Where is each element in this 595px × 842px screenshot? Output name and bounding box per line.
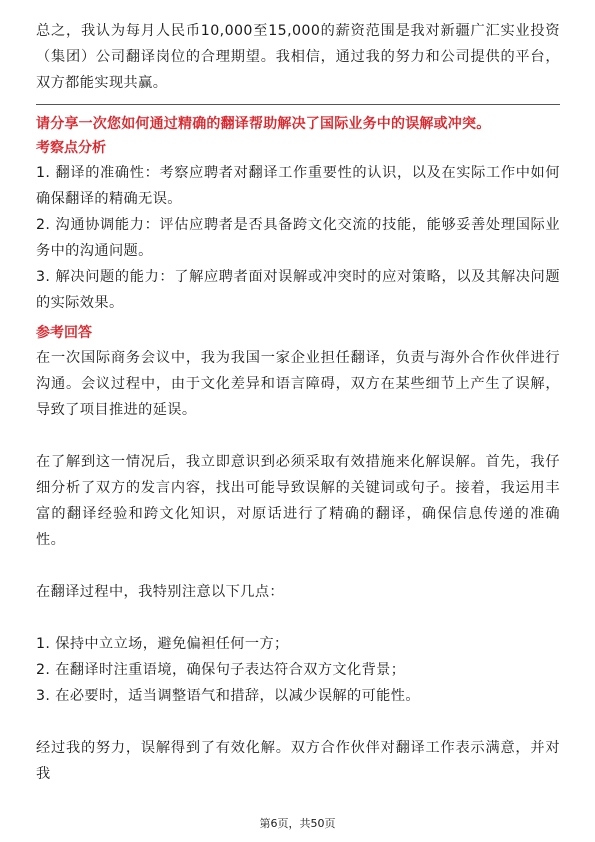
answer-paragraph: 在一次国际商务会议中，我为我国一家企业担任翻译，负责与海外合作伙伴进行沟通。会议过程中，由于文化差异和语言障碍，双方在某些细节上产生了误解，导致了项目推进的延误。 (36, 350, 560, 418)
answer-paragraph: 在了解到这一情况后，我立即意识到必须采取有效措施来化解误解。首先，我仔细分析了双方的发言内容，找出可能导致误解的关键词或句子。接着，我运用丰富的翻译经验和跨文化知识，对原话进行了精确的翻译，确保信息传递的准确性。 (36, 454, 560, 548)
analysis-item: 1. 翻译的准确性：考察应聘者对翻译工作重要性的认识，以及在实际工作中如何确保翻译的精确无误。 (36, 165, 560, 207)
answer-point: 3. 在必要时，适当调整语气和措辞，以减少误解的可能性。 (36, 688, 420, 704)
spacer (36, 605, 560, 631)
section-divider (36, 104, 560, 105)
intro-paragraph: 总之，我认为每月人民币10,000至15,000的薪资范围是我对新疆广汇实业投资（集团）公司翻译岗位的合理期望。我相信，通过我的努力和公司提供的平台，双方都能实现共赢。 (36, 23, 560, 91)
analysis-item: 2. 沟通协调能力：评估应聘者是否具备跨文化交流的技能，能够妥善处理国际业务中的沟通问题。 (36, 217, 560, 259)
spacer (36, 553, 560, 579)
answer-point: 2. 在翻译时注重语境，确保句子表达符合双方文化背景； (36, 662, 406, 678)
answer-heading: 参考回答 (36, 325, 92, 341)
document-page (36, 18, 560, 787)
answer-paragraph: 在翻译过程中，我特别注意以下几点： (36, 584, 284, 600)
spacer (36, 709, 560, 735)
answer-point: 1. 保持中立立场，避免偏袒任何一方； (36, 636, 289, 652)
analysis-heading: 考察点分析 (36, 140, 106, 156)
spacer (36, 423, 560, 449)
interview-question: 请分享一次您如何通过精确的翻译帮助解决了国际业务中的误解或冲突。 (36, 116, 491, 132)
answer-paragraph: 经过我的努力，误解得到了有效化解。双方合作伙伴对翻译工作表示满意，并对我 (36, 740, 560, 782)
analysis-item: 3. 解决问题的能力：了解应聘者面对误解或冲突时的应对策略，以及其解决问题的实际效果。 (36, 269, 560, 311)
page-number: 第6页，共50页 (259, 817, 336, 830)
